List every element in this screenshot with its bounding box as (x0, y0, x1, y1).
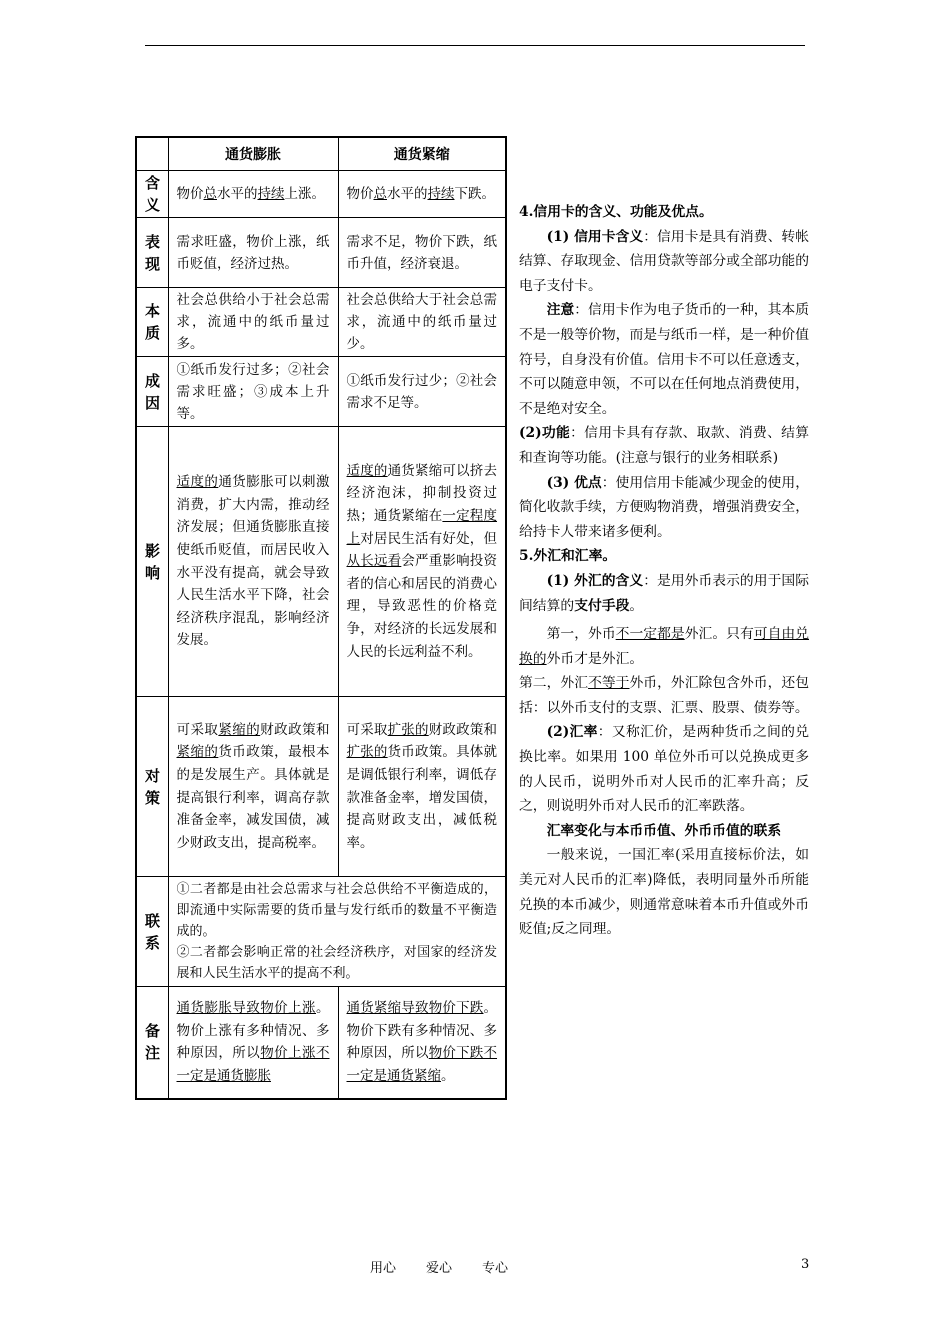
underline-text: 总 (203, 186, 217, 202)
paragraph: 一般来说，一国汇率(采用直接标价法，如美元对人民币的汇率)降低，表明同量外币所能兑换的本币减少，则通常意味着本币升值或外币贬值;反之同理。 (519, 847, 809, 938)
cell-deflation: 适度的通货紧缩可以挤去经济泡沫，抑制投资过热；通货紧缩在一定程度上对居民生活有好处，但从长远看会严重影响投资者的信心和居民的消费心理，导致恶性的价格竞争，对经济的长远发展和人民的长远利益不利。 (338, 427, 506, 697)
page-number: 3 (801, 1257, 810, 1272)
underline-text: 可自由兑换的 (519, 626, 810, 667)
table-row (136, 427, 506, 697)
underline-text: 扩张的 (387, 721, 429, 738)
bold-text: (1) 外汇的含义 (546, 572, 644, 589)
row-label: 对策 (136, 697, 168, 877)
underline-text: 一定程度上 (346, 508, 498, 547)
row-label: 影响 (136, 427, 168, 697)
cell-inflation: 需求旺盛，物价上涨，纸币贬值，经济过热。 (168, 218, 338, 288)
underline-text: 紧缩的 (218, 721, 261, 738)
table-row (136, 877, 506, 987)
paragraph: (2)功能：信用卡具有存款、取款、消费、结算和查询等功能。(注意与银行的业务相联系) (519, 425, 810, 466)
cell-inflation: 社会总供给小于社会总需求，流通中的纸币量过多。 (168, 288, 338, 357)
paragraph: 第一，外币不一定都是外汇。只有可自由兑换的外币才是外汇。 (519, 626, 810, 667)
paragraph: 第二，外汇不等于外币，外汇除包含外币，还包括：以外币支付的支票、汇票、股票、债券等。 (519, 675, 810, 716)
footer-text: 爱心 (426, 1261, 453, 1276)
cell-deflation: 社会总供给大于社会总需求，流通中的纸币量过少。 (338, 288, 506, 357)
paragraph: (2)汇率：又称汇价，是两种货币之间的兑换比率。如果用 100 单位外币可以兑换成更多的人民币，说明外币对人民币的汇率升高；反之，则说明外币对人民币的汇率跌落。 (519, 724, 810, 815)
bold-text: (1) 信用卡含义 (546, 228, 644, 245)
relation-line: ①二者都是由社会总需求与社会总供给不平衡造成的，即流通中实际需要的货币量与发行纸币的数量不平衡造成的。 (176, 882, 497, 939)
row-label: 备注 (136, 987, 168, 1099)
cell-inflation: 可采取紧缩的财政政策和紧缩的货币政策，最根本的是发展生产。具体就是提高银行利率，调高存款准备金率，减发国债，减少财政支出，提高税率。 (168, 697, 338, 877)
cell-deflation: 物价总水平的持续下跌。 (338, 171, 506, 218)
bold-text: 注意 (546, 302, 575, 319)
cell-inflation: 适度的通货膨胀可以刺激消费，扩大内需，推动经济发展；但通货膨胀直接使纸币贬值，而居民收入水平没有提高，就会导致人民生活水平下降，社会经济秩序混乱，影响经济发展。 (168, 427, 338, 697)
bold-text: (2)汇率 (546, 724, 598, 741)
cell-deflation: ①纸币发行过少；②社会需求不足等。 (338, 357, 506, 427)
page-footer (370, 1257, 538, 1276)
row-label: 含义 (136, 171, 168, 218)
cell-deflation: 可采取扩张的财政政策和扩张的货币政策。具体就是调低银行利率，调低存款准备金率，增发国债，提高财政支出，减低税率。 (338, 697, 506, 877)
row-label: 本质 (136, 288, 168, 357)
footer-text: 用心 (370, 1261, 397, 1276)
paragraph: (3) 优点：使用信用卡能减少现金的使用，简化收款手续，方便购物消费，增强消费安全，给持卡人带来诸多便利。 (519, 474, 809, 540)
bold-text: 支付手段 (574, 597, 630, 614)
right-column (519, 200, 809, 942)
underline-text: 扩张的 (346, 744, 388, 761)
underline-text: 适度的 (176, 474, 219, 491)
cell-deflation: 通货紧缩导致物价下跌。物价下跌有多种情况、多种原因，所以物价下跌不一定是通货紧缩。 (338, 987, 506, 1099)
underline-text: 通货膨胀导致物价上涨 (176, 1000, 316, 1017)
col-header-inflation: 通货膨胀 (168, 137, 338, 171)
table-row (136, 697, 506, 877)
header-rule (145, 45, 805, 46)
underline-text: 物价下跌不一定是通货紧缩 (346, 1045, 498, 1084)
section-4-title: 4.信用卡的含义、功能及优点。 (519, 204, 713, 220)
table-row (136, 357, 506, 427)
underline-text: 持续 (257, 186, 285, 202)
bold-text: (3) 优点 (546, 474, 602, 491)
footer-text: 专心 (482, 1261, 509, 1276)
cell-relation (168, 877, 506, 987)
row-label: 表现 (136, 218, 168, 288)
underline-text: 物价上涨不一定是通货膨胀 (176, 1045, 330, 1084)
section-5-title: 5.外汇和汇率。 (519, 548, 617, 565)
underline-text: 适度的 (346, 462, 388, 479)
corner-cell (136, 137, 168, 171)
underline-text: 紧缩的 (176, 744, 219, 761)
underline-text: 从长远看 (346, 553, 402, 570)
table-row (136, 288, 506, 357)
cell-inflation: 物价总水平的持续上涨。 (168, 171, 338, 218)
underline-text: 不等于 (588, 675, 630, 692)
paragraph: 注意：信用卡作为电子货币的一种，其本质不是一般等价物，而是与纸币一样，是一种价值符号，自身没有价值。信用卡不可以任意透支，不可以随意申领，不可以在任何地点消费使用，不是绝对安全。 (519, 302, 810, 417)
bold-text: (2)功能 (519, 425, 571, 442)
col-header-deflation: 通货紧缩 (338, 137, 506, 171)
table-row (136, 987, 506, 1099)
table-row (136, 218, 506, 288)
underline-text: 通货紧缩导致物价下跌 (346, 1000, 484, 1017)
table-header-row (136, 137, 506, 171)
comparison-table (135, 136, 507, 1100)
table-row (136, 171, 506, 218)
paragraph: (1) 信用卡含义：信用卡是具有消费、转帐结算、存取现金、信用贷款等部分或全部功能的电子支付卡。 (519, 228, 810, 294)
cell-inflation: ①纸币发行过多；②社会需求旺盛；③成本上升等。 (168, 357, 338, 427)
cell-deflation: 需求不足，物价下跌，纸币升值，经济衰退。 (338, 218, 506, 288)
cell-inflation: 通货膨胀导致物价上涨。物价上涨有多种情况、多种原因，所以物价上涨不一定是通货膨胀 (168, 987, 338, 1099)
row-label: 成因 (136, 357, 168, 427)
relation-line: ②二者都会影响正常的社会经济秩序，对国家的经济发展和人民生活水平的提高不利。 (176, 945, 497, 981)
underline-text: 总 (373, 186, 387, 202)
relation-title: 汇率变化与本币币值、外币币值的联系 (546, 822, 782, 839)
underline-text: 持续 (427, 186, 455, 202)
underline-text: 不一定都是 (615, 626, 685, 643)
row-label: 联系 (136, 877, 168, 987)
paragraph: (1) 外汇的含义：是用外币表示的用于国际间结算的支付手段。 (519, 572, 810, 614)
